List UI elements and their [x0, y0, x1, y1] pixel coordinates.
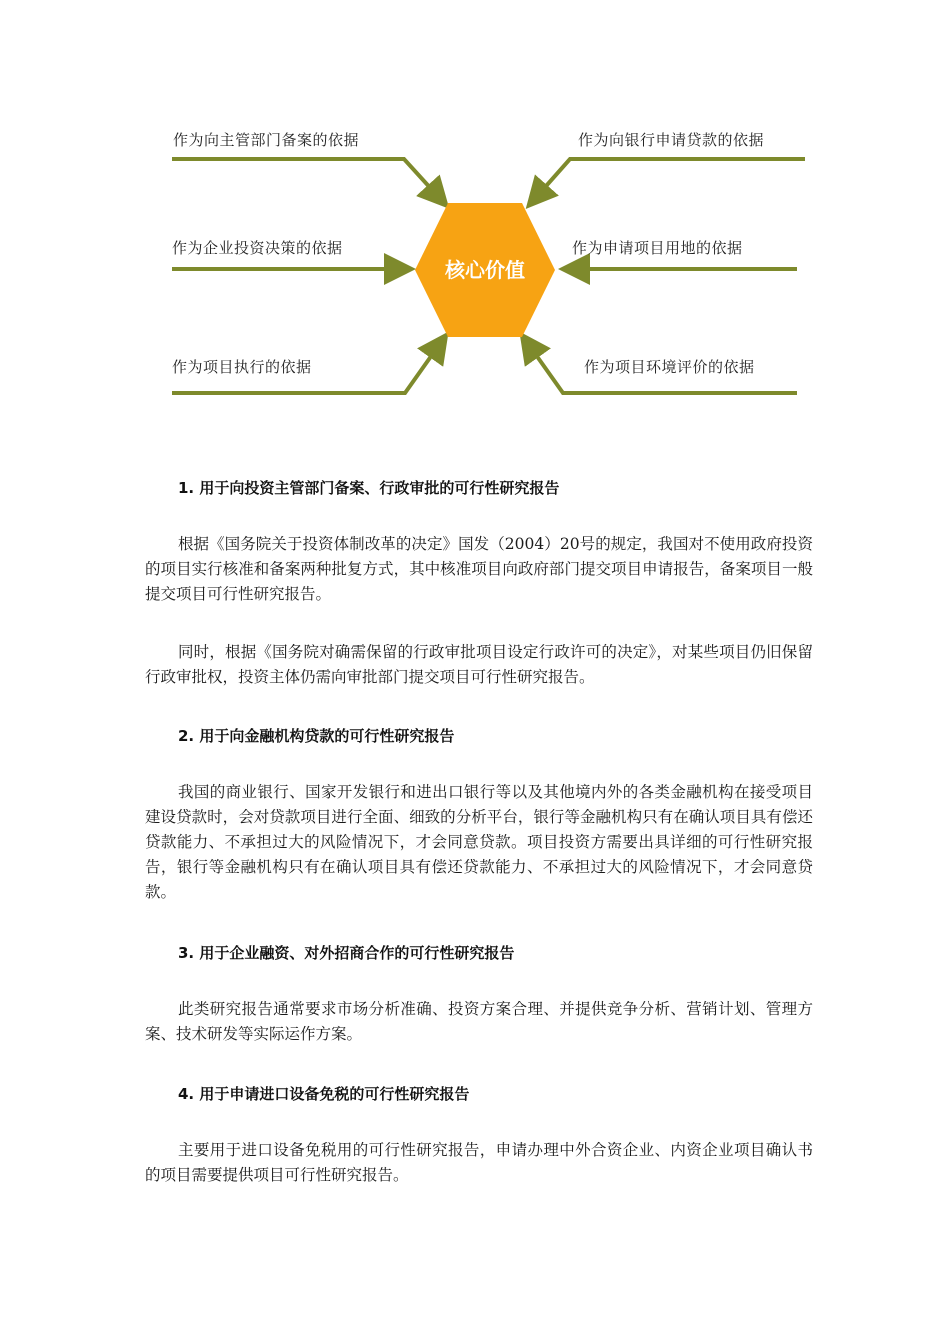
section-heading-1: 1. 用于向投资主管部门备案、行政审批的可行性研究报告 — [178, 479, 560, 497]
core-value-label: 核心价值 — [445, 258, 525, 282]
core-value-diagram — [0, 0, 950, 420]
section-3-paragraph-1: 此类研究报告通常要求市场分析准确、投资方案合理、并提供竞争分析、营销计划、管理方案、技术研发等实际运作方案。 — [145, 1000, 813, 1043]
section-4-paragraph-1: 主要用于进口设备免税用的可行性研究报告，申请办理中外合资企业、内资企业项目确认书的项目需要提供项目可行性研究报告。 — [145, 1141, 813, 1184]
label-bank-loan-basis: 作为向银行申请贷款的依据 — [578, 131, 765, 149]
label-execution-basis: 作为项目执行的依据 — [172, 358, 312, 376]
label-investment-decision-basis: 作为企业投资决策的依据 — [172, 239, 343, 257]
label-filing-basis: 作为向主管部门备案的依据 — [173, 131, 360, 149]
connector-top-right — [531, 159, 805, 203]
section-1-paragraph-1: 根据《国务院关于投资体制改革的决定》国发（2004）20号的规定，我国对不使用政府投资的项目实行核准和备案两种批复方式，其中核准项目向政府部门提交项目申请报告，备案项目一般提交项目可行性研究报告。 — [145, 535, 813, 603]
label-environment-assessment-basis: 作为项目环境评价的依据 — [584, 358, 755, 376]
section-heading-3: 3. 用于企业融资、对外招商合作的可行性研究报告 — [178, 944, 515, 962]
label-land-use-basis: 作为申请项目用地的依据 — [572, 239, 743, 257]
section-2-paragraph-1: 我国的商业银行、国家开发银行和进出口银行等以及其他境内外的各类金融机构在接受项目建设贷款时，会对贷款项目进行全面、细致的分析平台，银行等金融机构只有在确认项目具有偿还贷款能力、不承担过大的风险情况下，才会同意贷款。项目投资方需要出具详细的可行性研究报告，银行等金融机构只有在确认项目具有偿还贷款能力、不承担过大的风险情况下，才会同意贷款。 — [145, 783, 813, 901]
diagram-graphic — [0, 0, 950, 420]
section-heading-4: 4. 用于申请进口设备免税的可行性研究报告 — [178, 1085, 470, 1103]
connector-top-left — [172, 159, 444, 203]
section-1-paragraph-2: 同时，根据《国务院对确需保留的行政审批项目设定行政许可的决定》，对某些项目仍旧保留行政审批权，投资主体仍需向审批部门提交项目可行性研究报告。 — [145, 643, 813, 686]
section-heading-2: 2. 用于向金融机构贷款的可行性研究报告 — [178, 727, 455, 745]
